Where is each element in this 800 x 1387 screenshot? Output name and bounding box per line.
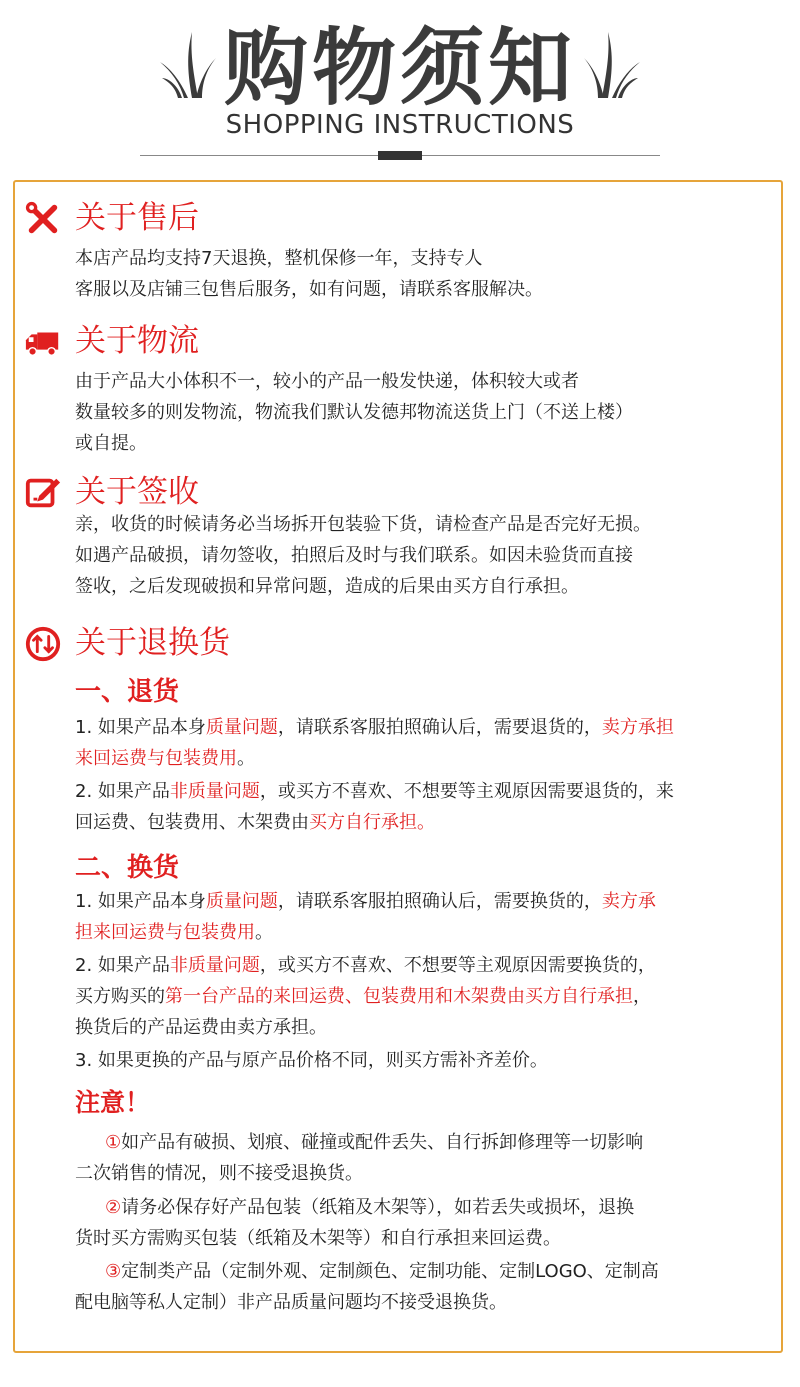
text-line [75,1192,775,1223]
return-item-1 [75,712,775,774]
notice-number: ③ [105,1261,122,1282]
text-segment: ， [633,986,651,1007]
text-segment: 请务必保存好产品包装（纸箱及木架等），如若丢失或损坏，退换 [121,1197,635,1218]
text-segment: 定制类产品（定制外观、定制颜色、定制功能、定制LOGO、定制高 [121,1261,659,1282]
exchange-item-2 [75,950,775,1043]
highlight-text: 第一台产品的来回运费、包装费用和木架费由买方自行承担 [165,986,633,1007]
text-segment: 回运费、包装费用、木架费由 [75,812,309,833]
wrench-screwdriver-icon [24,200,62,238]
text-line: 配电脑等私人定制）非产品质量问题均不接受退换货。 [75,1292,507,1313]
highlight-text: 质量问题 [205,891,278,912]
sign-edit-icon [24,473,62,511]
text-line [75,1256,775,1287]
notice-title: 注意！ [75,1088,151,1117]
text-line: 由于产品大小体积不一，较小的产品一般发快递，体积较大或者 [75,371,579,392]
text-line [75,1127,775,1158]
exchange-arrows-icon [24,625,62,663]
text-segment: 。 [237,748,255,769]
section-title-return-exchange: 关于退换货 [75,625,230,661]
text-segment: ，或买方不喜欢、不想要等主观原因需要退货的，来 [259,781,674,802]
text-segment: 1. 如果产品本身 [75,891,206,912]
text-line [75,712,775,743]
page-title: 购物须知 [223,19,576,117]
highlight-text: 卖方承担 [601,717,674,738]
text-segment: 2. 如果产品 [75,955,170,976]
notice-item-1 [75,1127,775,1189]
page-header [0,0,800,175]
highlight-text: 非质量问题 [169,781,260,802]
text-segment: ，或买方不喜欢、不想要等主观原因需要换货的， [259,955,656,976]
text-line: 货时买方需购买包装（纸箱及木架等）和自行承担来回运费。 [75,1228,561,1249]
section-text-after-sales [75,243,775,305]
text-line [75,981,775,1012]
return-title: 一、退货 [75,677,180,707]
text-segment: 如产品有破损、划痕、碰撞或配件丢失、自行拆卸修理等一切影响 [121,1132,644,1153]
exchange-title: 二、换货 [75,853,180,883]
text-line: 数量较多的则发物流，物流我们默认发德邦物流送货上门（不送上楼） [75,402,633,423]
section-text-sign [75,509,775,602]
text-line: 换货后的产品运费由卖方承担。 [75,1017,327,1038]
exchange-item-3 [75,1045,775,1076]
text-line [75,743,775,774]
text-segment: 。 [417,812,435,833]
return-item-2 [75,776,775,838]
text-segment: ，请联系客服拍照确认后，需要换货的， [277,891,602,912]
text-line: 如遇产品破损，请勿签收，拍照后及时与我们联系。如因未验货而直接 [75,545,633,566]
text-line: 签收，之后发现破损和异常问题，造成的后果由买方自行承担。 [75,576,579,597]
text-segment: 1. 如果产品本身 [75,717,206,738]
section-title-after-sales: 关于售后 [75,200,199,236]
text-line: 客服以及店铺三包售后服务，如有问题，请联系客服解决。 [75,279,543,300]
section-title-sign: 关于签收 [75,474,199,510]
highlight-text: 担来回运费与包装费用 [75,922,255,943]
text-line: 二次销售的情况，则不接受退换货。 [75,1163,363,1184]
divider-accent [378,151,422,160]
highlight-text: 来回运费与包装费用 [75,748,237,769]
text-line [75,886,775,917]
text-segment: 。 [255,922,273,943]
section-title-logistics: 关于物流 [75,323,199,359]
highlight-text: 非质量问题 [169,955,260,976]
exchange-item-1 [75,886,775,948]
text-segment: 2. 如果产品 [75,781,170,802]
notice-number: ② [105,1197,122,1218]
section-text-logistics [75,366,775,459]
notice-item-2 [75,1192,775,1254]
text-line: 3. 如果更换的产品与原产品价格不同，则买方需补齐差价。 [75,1050,548,1071]
highlight-text: 买方自行承担 [309,812,417,833]
text-line: 或自提。 [75,433,147,454]
text-line [75,917,775,948]
delivery-truck-icon [24,323,62,361]
highlight-text: 卖方承 [601,891,656,912]
highlight-text: 质量问题 [205,717,278,738]
notice-item-3 [75,1256,775,1318]
text-line [75,776,775,807]
text-line [75,950,775,981]
text-line: 本店产品均支持7天退换，整机保修一年，支持专人 [75,248,483,269]
text-segment: ，请联系客服拍照确认后，需要退货的， [277,717,602,738]
page-subtitle: SHOPPING INSTRUCTIONS [225,110,575,140]
text-line [75,807,775,838]
notice-number: ① [105,1132,122,1153]
text-segment: 买方购买的 [75,986,165,1007]
text-line: 亲，收货的时候请务必当场拆开包装验下货，请检查产品是否完好无损。 [75,514,651,535]
